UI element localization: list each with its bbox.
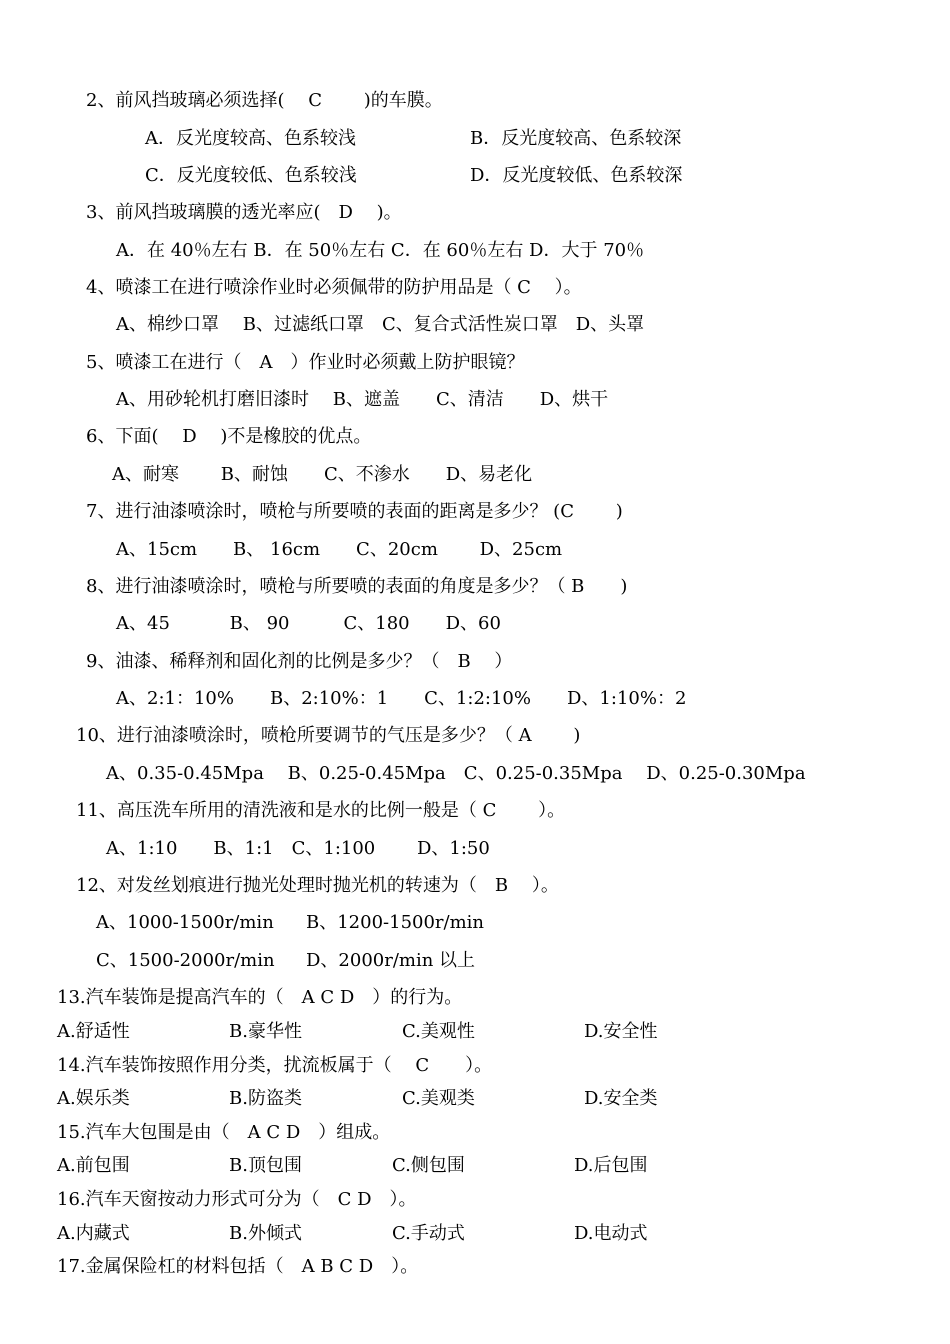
option-line: A、0.35-0.45Mpa B、0.25-0.45Mpa C、0.25-0.35Mpa D、0.25-0.30Mpa [106,763,806,784]
question-stem: 12、对发丝划痕进行抛光处理时抛光机的转速为（ B ）。 [76,875,559,896]
question-stem: 17.金属保险杠的材料包括（ A B C D ）。 [57,1256,419,1277]
option-b: B.外倾式 [229,1223,302,1244]
question-stem: 10、进行油漆喷涂时，喷枪所要调节的气压是多少？（ A ) [76,725,581,746]
question-stem: 3、前风挡玻璃膜的透光率应( D )。 [86,202,402,223]
question-stem: 7、进行油漆喷涂时，喷枪与所要喷的表面的距离是多少？ (C ) [86,501,623,522]
option-b: B、1200-1500r/min [306,912,485,933]
option-line: A、棉纱口罩 B、过滤纸口罩 C、复合式活性炭口罩 D、头罩 [116,314,645,335]
question-stem: 8、进行油漆喷涂时，喷枪与所要喷的表面的角度是多少？（ B ) [86,576,628,597]
question-stem: 5、喷漆工在进行（ A ）作业时必须戴上防护眼镜？ [86,352,525,373]
option-line: A、2:1：10% B、2:10%：1 C、1:2:10% D、1:10%：2 [116,688,687,709]
question-stem: 14.汽车装饰按照作用分类，扰流板属于（ C ）。 [57,1055,493,1076]
question-stem: 15.汽车大包围是由（ A C D ）组成。 [57,1122,391,1143]
option-b: B.顶包围 [229,1155,302,1176]
question-stem: 13.汽车装饰是提高汽车的（ A C D ）的行为。 [57,987,463,1008]
option-a: A．反光度较高、色系较浅 [145,128,356,149]
option-line: A、用砂轮机打磨旧漆时 B、遮盖 C、清洁 D、烘干 [116,389,609,410]
question-stem: 4、喷漆工在进行喷涂作业时必须佩带的防护用品是（ C ）。 [86,277,582,298]
option-line: A．在 40％左右 B．在 50％左右 C．在 60％左右 D．大于 70％ [116,240,645,261]
option-c: C.美观类 [402,1088,475,1109]
question-stem: 11、高压洗车所用的清洗液和是水的比例一般是（ C ）。 [76,800,566,821]
option-a: A.娱乐类 [57,1088,130,1109]
option-d: D.安全类 [584,1088,658,1109]
option-a: A.前包围 [57,1155,130,1176]
option-d: D、2000r/min 以上 [306,950,476,971]
option-c: C.美观性 [402,1021,475,1042]
option-c: C.侧包围 [392,1155,465,1176]
question-stem: 6、下面( D )不是橡胶的优点。 [86,426,372,447]
question-stem: 16.汽车天窗按动力形式可分为（ C D ）。 [57,1189,417,1210]
question-stem: 2、前风挡玻璃必须选择( C )的车膜。 [86,90,443,111]
option-line: A、45 B、 90 C、180 D、60 [116,613,501,634]
option-c: C．反光度较低、色系较浅 [145,165,357,186]
option-line: A、15cm B、 16cm C、20cm D、25cm [116,539,563,560]
option-a: A.内藏式 [57,1223,130,1244]
option-b: B.防盗类 [229,1088,302,1109]
option-a: A、1000-1500r/min [96,912,274,933]
option-b: B．反光度较高、色系较深 [470,128,682,149]
option-d: D.安全性 [584,1021,658,1042]
option-d: D.后包围 [574,1155,648,1176]
option-c: C、1500-2000r/min [96,950,275,971]
option-b: B.豪华性 [229,1021,302,1042]
option-a: A.舒适性 [57,1021,130,1042]
option-d: D.电动式 [574,1223,648,1244]
option-line: A、耐寒 B、耐蚀 C、不渗水 D、易老化 [112,464,533,485]
question-stem: 9、油漆、稀释剂和固化剂的比例是多少？（ B ） [86,651,513,672]
option-d: D．反光度较低、色系较深 [470,165,683,186]
option-line: A、1:10 B、1:1 C、1:100 D、1:50 [106,838,490,859]
option-c: C.手动式 [392,1223,465,1244]
